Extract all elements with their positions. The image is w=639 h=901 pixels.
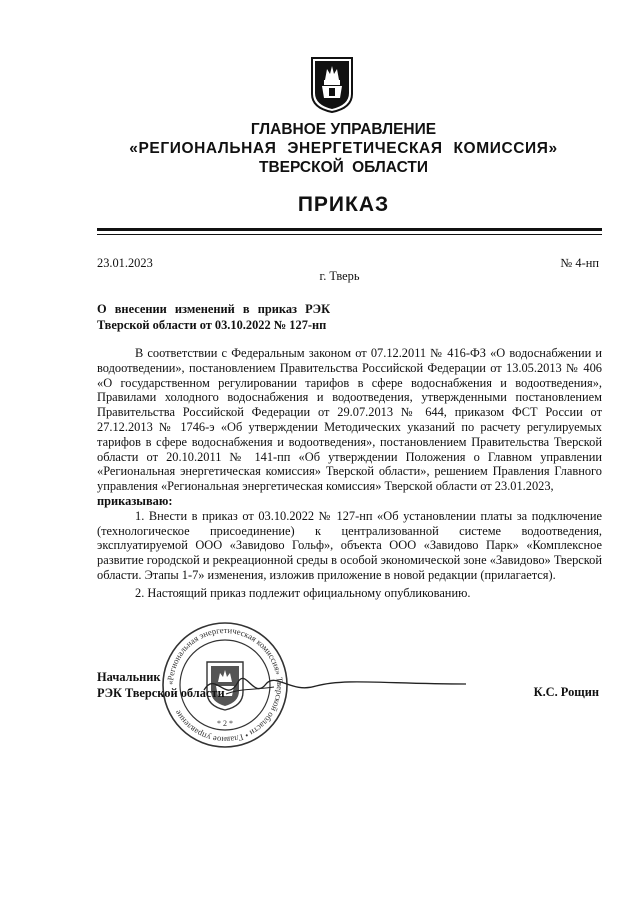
document-type-title: ПРИКАЗ <box>297 193 390 216</box>
handwritten-signature <box>196 660 476 715</box>
order-word: приказываю: <box>97 493 173 508</box>
document-body <box>97 346 602 601</box>
signatory-title-line-2: РЭК Тверской области <box>97 686 225 700</box>
subject-line-2: Тверской области от 03.10.2022 № 127-нп <box>97 318 327 332</box>
header-line-1: ГЛАВНОЕ УПРАВЛЕНИЕ <box>250 121 437 138</box>
header-rule-thick <box>97 228 602 231</box>
subject-line-1: О внесении изменений в приказ РЭК <box>97 302 331 316</box>
order-item-2: 2. Настоящий приказ подлежит официальному опубликованию. <box>135 585 471 600</box>
signatory-title <box>97 669 225 701</box>
document-number: № 4-нп <box>560 256 599 270</box>
document-date: 23.01.2023 <box>97 256 153 270</box>
order-item-1: 1. Внести в приказ от 03.10.2022 № 127-нп «Об установлении платы за подключение (технологическое присоединение) к централизованной системе водоотведения, эксплуатируемой ООО «Завидово Гольф», объекта ООО «Завидово Парк» «Комплексное развитие городской и рекреационной среды в особой экономической зоне «Завидово» Тверской области. Этапы 1-7» изменения, изложив приложение в новой редакции (прилагается). <box>97 508 602 582</box>
preamble-paragraph: В соответствии с Федеральным законом от 07.12.2011 № 416-ФЗ «О водоснабжении и водоотведении», постановлением Правительства Российской Федерации от 13.05.2013 № 406 «О государственном регулировании тарифов в сфере водоснабжения и водоотведения», Правилами холодного водоснабжения и водоотведения, утвержденными постановлением Правительства Российской Федерации от 29.07.2013 № 644, приказом ФСТ России от 27.12.2013 № 1746-э «Об утверждении Методических указаний по расчету регулируемых тарифов в сфере водоснабжения и водоотведения», постановлением Правительства Тверской области от 20.10.2011 № 141-пп «Об утверждении Положения о Главном управлении «Региональная энергетическая комиссия» Тверской области», решением Правления Главного управления «Региональная энергетическая комиссия» Тверской области от 23.01.2023, <box>97 346 602 494</box>
coat-of-arms-emblem-icon <box>310 56 354 114</box>
seal-center-text: * 2 * <box>217 719 233 728</box>
header-rule-thin <box>97 234 602 235</box>
document-subject <box>97 301 330 333</box>
header-line-3: ТВЕРСКОЙ ОБЛАСТИ <box>258 159 429 176</box>
seal-ring-text: «Региональная энергетическая комиссия» Тверской области • Главное управление <box>164 624 286 746</box>
document-city: г. Тверь <box>319 269 360 283</box>
signatory-title-line-1: Начальник <box>97 670 161 684</box>
header-line-2: «РЕГИОНАЛЬНАЯ ЭНЕРГЕТИЧЕСКАЯ КОМИССИЯ» <box>129 140 558 157</box>
signatory-name: К.С. Рощин <box>533 685 599 699</box>
